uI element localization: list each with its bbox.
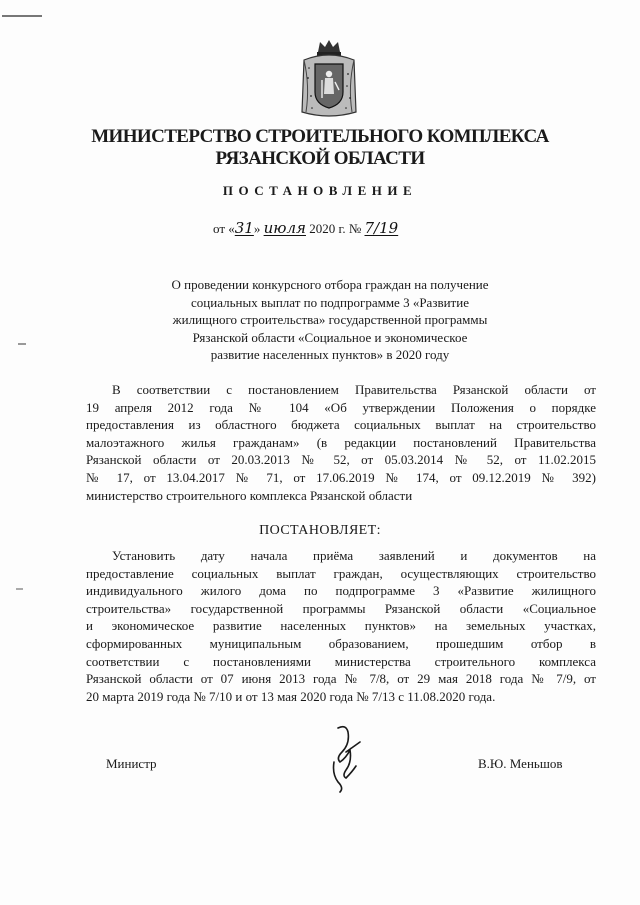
subject-line: О проведении конкурсного отбора граждан на получение xyxy=(171,277,489,292)
signature-icon xyxy=(316,722,372,794)
date-mid: » xyxy=(253,221,264,236)
operative-line: предоставление социальных выплат граждан, осуществляющих строительство xyxy=(86,565,596,581)
subject-line: Рязанской области «Социальное и экономическое xyxy=(192,329,468,345)
operative-line: Рязанской области от 07 июня 2013 года № 7/8, от 29 мая 2018 года № 7/9, от xyxy=(86,671,596,687)
operative-line: соответствии с постановлениями министерства строительного комплекса xyxy=(86,653,596,669)
date-year: 2020 г. № xyxy=(305,221,365,236)
coat-of-arms-icon xyxy=(298,38,360,120)
subject-line: развитие населенных пунктов» в 2020 году xyxy=(210,347,450,362)
minister-title: Министр xyxy=(106,756,157,771)
operative-line: индивидуального жилого дома по подпрограмме 3 «Развитие жилищного xyxy=(86,583,596,599)
ministry-name-line2: РЯЗАНСКОЙ ОБЛАСТИ xyxy=(215,148,425,169)
operative-paragraph xyxy=(86,547,596,705)
date-month-handwritten: июля xyxy=(263,219,306,237)
preamble-line: малоэтажного жилья гражданам» (в редакции постановлений Правительства xyxy=(86,434,596,450)
document-type-title: ПОСТАНОВЛЕНИЕ xyxy=(222,183,418,198)
preamble-line: 19 апреля 2012 года № 104 «Об утверждении Положения о порядке xyxy=(86,399,596,415)
date-prefix: от « xyxy=(213,221,235,236)
subject-line: социальных выплат по подпрограмме 3 «Развитие xyxy=(191,294,469,310)
preamble-line: министерство строительного комплекса Рязанской области xyxy=(86,487,413,503)
date-day-handwritten: 31 xyxy=(234,219,254,237)
preamble-line: Рязанской области от 20.03.2013 № 52, от 05.03.2014 № 52, от 11.02.2015 xyxy=(86,452,596,468)
minister-name: В.Ю. Меньшов xyxy=(478,756,563,771)
subject-line: жилищного строительства» государственной программы xyxy=(172,312,488,327)
operative-line: строительства» государственной программы Рязанской области «Социальное xyxy=(86,600,596,616)
document-subject xyxy=(130,276,530,364)
scan-artifact-low xyxy=(16,588,23,590)
operative-line: и экономическое развитие населенных пунктов» на земельных участках, xyxy=(86,618,596,634)
preamble-line: № 17, от 13.04.2017 № 71, от 17.06.2019 № 174, от 09.12.2019 № 392) xyxy=(86,469,596,485)
operative-line: сформированных муниципальным образованием, прошедшим отбор в xyxy=(86,635,596,651)
scan-artifact-mid xyxy=(18,343,26,345)
scan-artifact-top xyxy=(2,15,42,17)
preamble-line: В соответствии с постановлением Правительства Рязанской области от xyxy=(112,382,596,397)
preamble-line: предоставления из областного бюджета социальных выплат на строительство xyxy=(86,417,596,433)
ministry-name-line1: МИНИСТЕРСТВО СТРОИТЕЛЬНОГО КОМПЛЕКСА xyxy=(91,126,549,147)
resolve-heading: ПОСТАНОВЛЯЕТ: xyxy=(259,523,381,538)
preamble-paragraph xyxy=(86,381,596,504)
operative-line: 20 марта 2019 года № 7/10 и от 13 мая 2020 года № 7/13 с 11.08.2020 года. xyxy=(86,688,496,704)
document-number-handwritten: 7/19 xyxy=(364,219,399,237)
operative-line: Установить дату начала приёма заявлений и документов на xyxy=(112,548,596,563)
document-date-line xyxy=(213,219,398,237)
